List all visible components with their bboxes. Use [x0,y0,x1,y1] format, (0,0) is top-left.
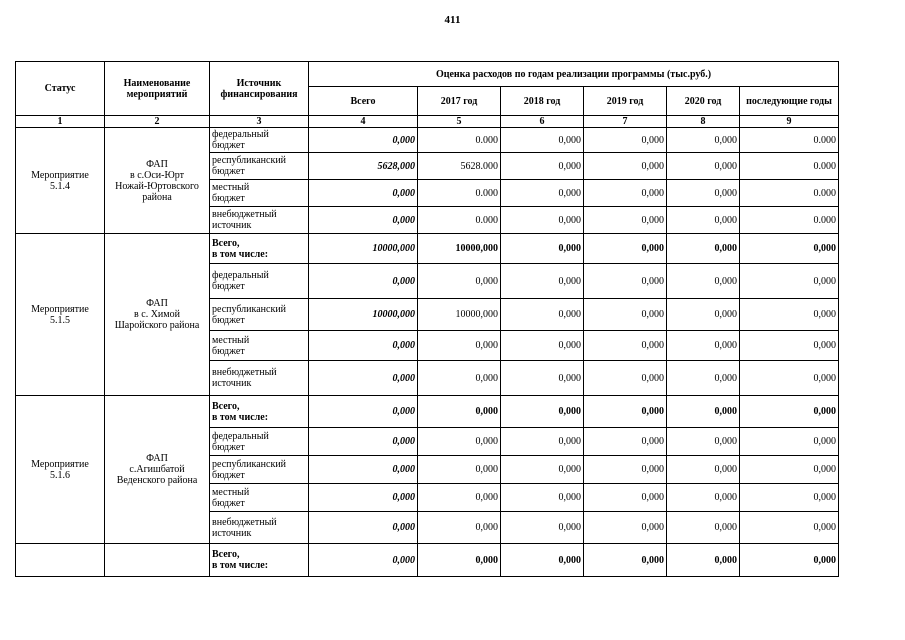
amount-cell: 0,000 [418,396,501,428]
amount-cell: 0.000 [740,128,839,153]
amount-cell: 0,000 [501,544,584,577]
amount-cell: 0,000 [740,456,839,484]
status-cell: Мероприятие 5.1.6 [16,396,105,544]
column-number: 9 [740,116,839,128]
amount-cell: 0,000 [501,331,584,361]
total-row [16,544,839,577]
amount-cell: 10000,000 [309,234,418,264]
funding-source-cell [210,361,309,396]
header-year-2020: 2020 год [667,87,740,116]
amount-cell: 0.000 [418,207,501,234]
funding-source-cell [210,264,309,299]
amount-cell: 0,000 [418,456,501,484]
amount-cell: 0,000 [667,128,740,153]
header-year-2018: 2018 год [501,87,584,116]
funding-source-label: республиканский бюджет [212,458,287,481]
amount-cell: 0,000 [309,264,418,299]
amount-cell: 0,000 [667,180,740,207]
funding-source-label: республиканский бюджет [212,303,287,326]
table-body [16,128,839,577]
header-year-total: Всего [309,87,418,116]
funding-source-cell [210,180,309,207]
column-number: 4 [309,116,418,128]
amount-cell: 0,000 [667,361,740,396]
amount-cell: 0,000 [501,299,584,331]
funding-source-cell [210,128,309,153]
header-status: Статус [16,62,105,116]
amount-cell: 10000,000 [418,299,501,331]
funding-source-label: местный бюджет [212,182,250,204]
amount-cell: 0,000 [501,207,584,234]
funding-source-cell [210,484,309,512]
funding-source-label: федеральный бюджет [212,430,269,453]
funding-source-cell [210,544,309,577]
page-number: 411 [444,14,461,26]
status-cell: Мероприятие 5.1.4 [16,128,105,234]
amount-cell: 0,000 [740,361,839,396]
amount-cell: 0,000 [584,299,667,331]
amount-cell: 0,000 [584,180,667,207]
funding-source-cell [210,331,309,361]
amount-cell: 0,000 [740,299,839,331]
amount-cell: 0,000 [309,456,418,484]
amount-cell: 0,000 [309,128,418,153]
amount-cell: 0,000 [584,153,667,180]
amount-cell: 10000,000 [309,299,418,331]
amount-cell: 0,000 [740,331,839,361]
table-row [16,128,839,153]
amount-cell: 0,000 [584,456,667,484]
header-year-2019: 2019 год [584,87,667,116]
amount-cell: 0,000 [667,299,740,331]
amount-cell: 0,000 [501,180,584,207]
funding-source-label: республиканский бюджет [212,155,287,177]
amount-cell: 0,000 [501,484,584,512]
amount-cell: 0,000 [309,544,418,577]
funding-source-cell [210,456,309,484]
activity-name-cell [105,544,210,577]
amount-cell: 0,000 [309,484,418,512]
amount-cell: 0,000 [667,207,740,234]
total-row [16,396,839,428]
column-number: 6 [501,116,584,128]
amount-cell: 0,000 [501,361,584,396]
amount-cell: 0.000 [418,128,501,153]
funding-source-cell [210,512,309,544]
column-number: 2 [105,116,210,128]
amount-cell: 0,000 [667,484,740,512]
amount-cell: 0,000 [740,512,839,544]
total-row [16,234,839,264]
funding-source-label: местный бюджет [212,334,250,357]
amount-cell: 0,000 [667,331,740,361]
activity-name-cell: ФАП с.Агишбатой Веденского района [105,396,210,544]
amount-cell: 0,000 [309,331,418,361]
amount-cell: 0,000 [584,396,667,428]
status-cell [16,544,105,577]
column-number: 1 [16,116,105,128]
amount-cell: 0,000 [501,456,584,484]
amount-cell: 0,000 [501,428,584,456]
amount-cell: 0,000 [740,396,839,428]
funding-source-label: федеральный бюджет [212,270,269,292]
funding-source-label: внебюджетный источник [212,516,277,539]
funding-source-label: внебюджетный источник [212,367,277,389]
amount-cell: 0,000 [667,264,740,299]
amount-cell: 0,000 [309,428,418,456]
funding-source-cell [210,396,309,428]
amount-cell: 0,000 [501,396,584,428]
amount-cell: 0,000 [418,544,501,577]
amount-cell: 10000,000 [418,234,501,264]
funding-source-label: местный бюджет [212,486,250,509]
amount-cell: 0,000 [584,361,667,396]
amount-cell: 0,000 [501,128,584,153]
header-name: Наименование мероприятий [105,62,210,116]
amount-cell: 0,000 [501,264,584,299]
amount-cell: 5628,000 [309,153,418,180]
amount-cell: 0,000 [309,396,418,428]
column-number: 7 [584,116,667,128]
amount-cell: 0,000 [584,207,667,234]
amount-cell: 0,000 [501,153,584,180]
column-number: 8 [667,116,740,128]
funding-source-label: федеральный бюджет [212,129,269,151]
amount-cell: 0,000 [418,428,501,456]
amount-cell: 0,000 [309,180,418,207]
amount-cell: 0,000 [667,512,740,544]
amount-cell: 0,000 [418,361,501,396]
budget-table [15,61,839,577]
amount-cell: 0,000 [667,234,740,264]
amount-cell: 0,000 [501,512,584,544]
activity-name-cell: ФАП в с. Химой Шаройского района [105,234,210,396]
funding-source-cell [210,153,309,180]
column-number: 5 [418,116,501,128]
amount-cell: 0,000 [740,544,839,577]
amount-cell: 0,000 [667,153,740,180]
funding-source-label: Всего, в том числе: [212,237,269,260]
amount-cell: 0,000 [740,264,839,299]
funding-source-cell [210,428,309,456]
amount-cell: 0,000 [501,234,584,264]
amount-cell: 0,000 [418,484,501,512]
amount-cell: 0,000 [418,331,501,361]
amount-cell: 0,000 [667,428,740,456]
amount-cell: 0,000 [740,484,839,512]
activity-name-cell: ФАП в с.Оси-Юрт Ножай-Юртовского района [105,128,210,234]
amount-cell: 0,000 [584,544,667,577]
amount-cell: 0,000 [584,234,667,264]
amount-cell: 0,000 [584,264,667,299]
amount-cell: 0,000 [584,484,667,512]
funding-source-label: Всего, в том числе: [212,549,269,571]
funding-source-label: Всего, в том числе: [212,400,269,423]
amount-cell: 0,000 [584,428,667,456]
amount-cell: 0,000 [667,396,740,428]
header-source: Источник финансирования [210,62,309,116]
amount-cell: 0.000 [740,153,839,180]
amount-cell: 5628.000 [418,153,501,180]
amount-cell: 0,000 [418,512,501,544]
amount-cell: 0,000 [309,512,418,544]
amount-cell: 0,000 [584,128,667,153]
amount-cell: 0.000 [740,207,839,234]
amount-cell: 0,000 [584,331,667,361]
funding-source-cell [210,207,309,234]
funding-source-cell [210,234,309,264]
amount-cell: 0.000 [418,180,501,207]
amount-cell: 0,000 [584,512,667,544]
amount-cell: 0,000 [667,456,740,484]
header-year-later: последующие годы [740,87,839,116]
amount-cell: 0,000 [309,207,418,234]
amount-cell: 0,000 [309,361,418,396]
status-cell: Мероприятие 5.1.5 [16,234,105,396]
header-year-2017: 2017 год [418,87,501,116]
funding-source-cell [210,299,309,331]
amount-cell: 0,000 [740,234,839,264]
header-estimate: Оценка расходов по годам реализации программы (тыс.руб.) [309,62,839,87]
column-number: 3 [210,116,309,128]
amount-cell: 0,000 [740,428,839,456]
amount-cell: 0,000 [667,544,740,577]
amount-cell: 0.000 [740,180,839,207]
funding-source-label: внебюджетный источник [212,209,277,231]
amount-cell: 0,000 [418,264,501,299]
